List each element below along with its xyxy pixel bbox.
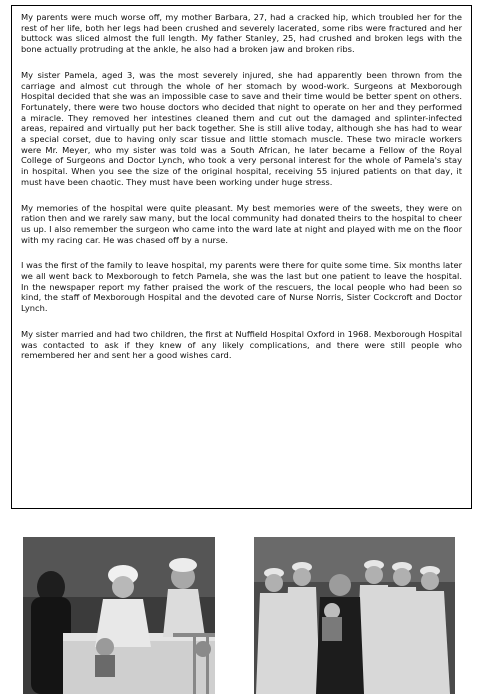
paragraph-leaving-hospital: I was the first of the family to leave hospital, my parents were there for quite some time. Six months later we all went back to Mexborough to fetch Pamela, she was the last but one patient to leave the hospital. In the newspaper report my father praised the work of the rescuers, the local people who had been so kind, the staff of Mexborough Hospital and the devoted care of Nurse Norris, Sister Cockcroft and Doctor Lynch. <box>21 260 462 314</box>
nurses-group-photo <box>254 537 455 694</box>
paragraph-parents-injuries: My parents were much worse off, my mother Barbara, 27, had a cracked hip, which troubled her for the rest of her life, both her legs had been crushed and severely lacerated, some ribs were fractured and her buttock was sliced almost the full length. My father Stanley, 25, had crushed and broken legs with the bone actually protruding at the ankle, he also had a broken jaw and broken ribs. <box>21 12 462 55</box>
hospital-ward-photo-image <box>23 537 215 694</box>
story-text-box <box>11 5 472 509</box>
paragraph-pamela-surgery: My sister Pamela, aged 3, was the most severely injured, she had apparently been thrown from the carriage and almost cut through the whole of her stomach by wood-work. Surgeons at Mexborough Hospital decided that she was an impossible case to save and their time would be better spent on others. Fortunately, there were two house doctors who decided that night to operate on her and they performed a miracle. They removed her intestines cleaned them and cut out the damaged and splinter-infected areas, repaired and virtually put her back together. She is still alive today, although she has had to wear a special corset, due to having only scar tissue and little stomach muscle. These two miracle workers were Mr. Meyer, who my sister was told was a South African, he later became a Fellow of the Royal College of Surgeons and Doctor Lynch, who took a very personal interest for the whole of Pamela's stay in hospital. When you see the size of the original hospital, receiving 55 injured patients on that day, it must have been chaotic. They must have been working under huge stress. <box>21 69 462 187</box>
hospital-ward-photo <box>23 537 215 694</box>
paragraph-hospital-memories: My memories of the hospital were quite pleasant. My best memories were of the sweets, they were on ration then and we rarely saw many, but the local community had donated theirs to the hospital to cheer us up. I also remember the surgeon who came into the ward late at night and played with me on the floor with my racing car. He was chased off by a nurse. <box>21 202 462 245</box>
paragraph-sister-later-life: My sister married and had two children, the first at Nuffield Hospital Oxford in 1968. Mexborough Hospital was contacted to ask if they knew of any likely complications, and there were still people who remembered her and sent her a good wishes card. <box>21 328 462 361</box>
nurses-group-photo-image <box>254 537 455 694</box>
